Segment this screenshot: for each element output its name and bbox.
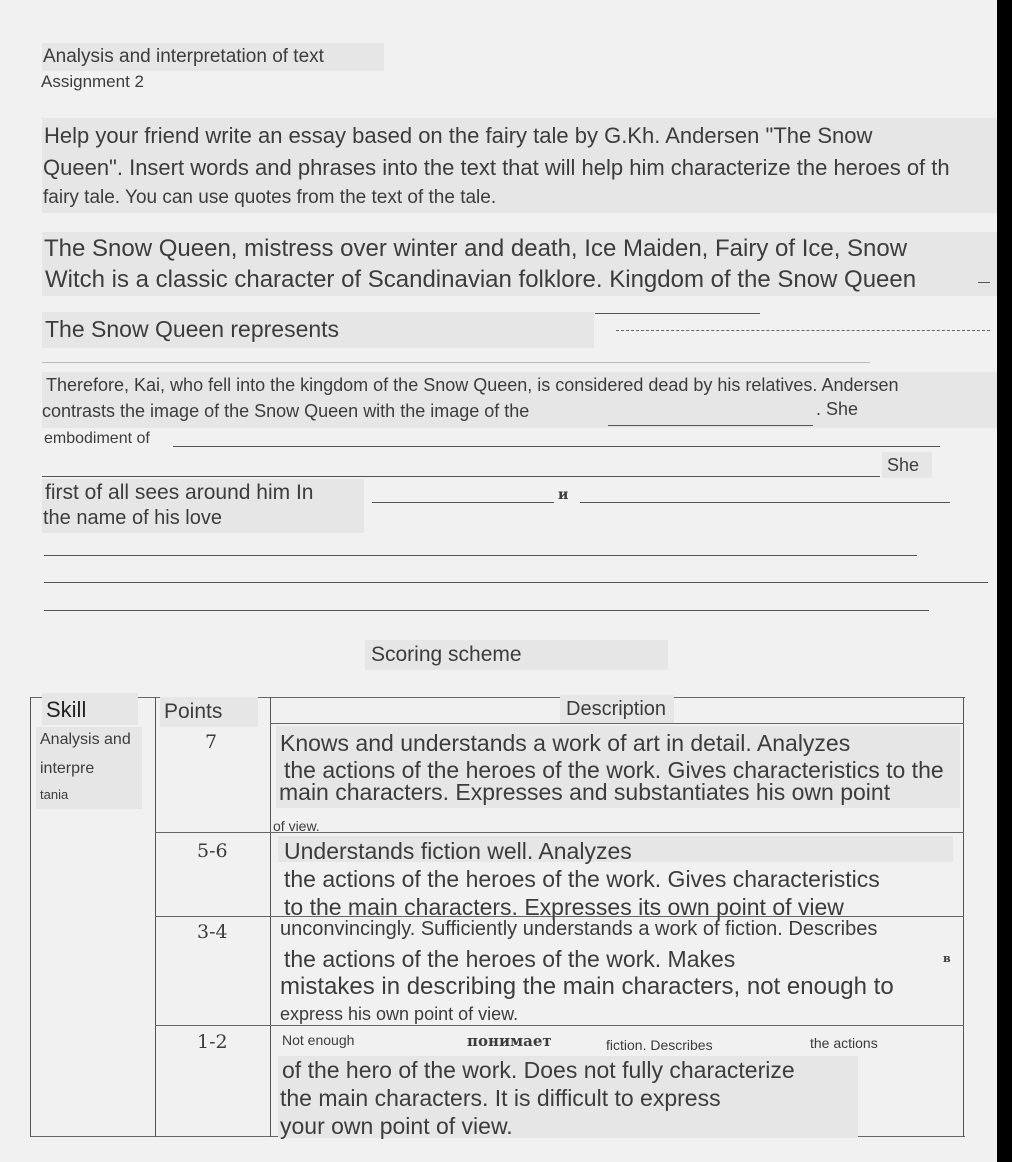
side-mark: в xyxy=(943,952,951,965)
blank-line xyxy=(595,313,760,314)
description-line: the actions of the heroes of the work. Makes xyxy=(284,946,736,972)
description-line: main characters. Expresses and substantiates his own point xyxy=(279,779,891,805)
task-line-1: Help your friend write an essay based on the fairy tale by G.Kh. Andersen "The Snow xyxy=(44,123,873,148)
skill-header: Skill xyxy=(46,697,87,722)
blank-line xyxy=(580,502,950,503)
description-line: unconvincingly. Sufficiently understands a work of fiction. Describes xyxy=(280,918,878,940)
skill-line: interpre xyxy=(40,760,95,777)
doc-title: Analysis and interpretation of text xyxy=(43,46,324,67)
embodiment-text: embodiment of xyxy=(44,430,150,447)
essay-line-2: Witch is a classic character of Scandinavian folklore. Kingdom of the Snow Queen xyxy=(45,266,917,293)
description-fragment: Not enough xyxy=(282,1032,355,1048)
skill-line: tania xyxy=(40,787,69,802)
task-line-3: fairy tale. You can use quotes from the text of the tale. xyxy=(43,187,497,208)
blank-line xyxy=(173,446,940,447)
description-line: Knows and understands a work of art in detail. Analyzes xyxy=(280,730,851,756)
row-divider xyxy=(155,1025,964,1026)
points-value: 3-4 xyxy=(197,921,228,943)
points-value: 7 xyxy=(205,731,218,753)
description-line: Understands fiction well. Analyzes xyxy=(284,838,632,864)
blank-line xyxy=(42,476,880,477)
header-divider xyxy=(270,723,964,724)
description-line: the actions of the heroes of the work. Gives characteristics xyxy=(284,866,880,892)
name-of-love-text: the name of his love xyxy=(43,507,222,529)
description-line: your own point of view. xyxy=(280,1113,513,1139)
essay-line-1: The Snow Queen, mistress over winter and death, Ice Maiden, Fairy of Ice, Snow xyxy=(44,235,908,262)
blank-line xyxy=(42,362,870,363)
represents-text: The Snow Queen represents xyxy=(45,316,340,342)
blank-line xyxy=(44,555,917,556)
she-text: . She xyxy=(816,399,859,419)
description-line: the main characters. It is difficult to express xyxy=(280,1085,721,1111)
blank-line xyxy=(978,282,990,283)
description-fragment: понимает xyxy=(467,1032,552,1050)
therefore-line-1: Therefore, Kai, who fell into the kingdom of the Snow Queen, is considered dead by his relatives. Andersen xyxy=(46,375,899,395)
points-value: 5-6 xyxy=(197,840,228,862)
and-word: и xyxy=(558,487,569,503)
description-line: of the hero of the work. Does not fully characterize xyxy=(282,1057,795,1083)
description-header: Description xyxy=(566,698,667,720)
description-fragment: fiction. Describes xyxy=(606,1037,713,1053)
description-line: mistakes in describing the main characters, not enough to xyxy=(280,973,894,1000)
scoring-title: Scoring scheme xyxy=(371,643,522,666)
col-divider xyxy=(270,697,271,1137)
blank-line xyxy=(616,330,990,331)
therefore-line-2: contrasts the image of the Snow Queen with the image of the xyxy=(42,401,530,421)
col-divider xyxy=(155,697,156,1137)
first-of-all-text: first of all sees around him In xyxy=(45,481,314,504)
blank-line xyxy=(44,582,988,583)
she-text-2: She xyxy=(887,455,920,475)
blank-line xyxy=(44,610,929,611)
description-line: the actions of the heroes of the work. Gives characteristics to the xyxy=(284,757,944,783)
description-line: express his own point of view. xyxy=(280,1004,519,1024)
description-line: of view. xyxy=(273,818,320,834)
skill-line: Analysis and xyxy=(40,731,131,748)
blank-line xyxy=(608,425,813,426)
task-line-2: Queen". Insert words and phrases into the text that will help him characterize the heroes of th xyxy=(43,155,950,180)
blank-line xyxy=(372,502,554,503)
assignment-label: Assignment 2 xyxy=(41,72,144,91)
right-edge-bar xyxy=(997,0,1012,1162)
description-line: to the main characters. Expresses its own point of view xyxy=(284,894,844,920)
points-header: Points xyxy=(164,700,223,723)
table-right-border xyxy=(963,697,964,1137)
points-value: 1-2 xyxy=(197,1031,228,1053)
description-fragment: the actions xyxy=(810,1035,878,1051)
table-left-border xyxy=(30,697,31,1137)
